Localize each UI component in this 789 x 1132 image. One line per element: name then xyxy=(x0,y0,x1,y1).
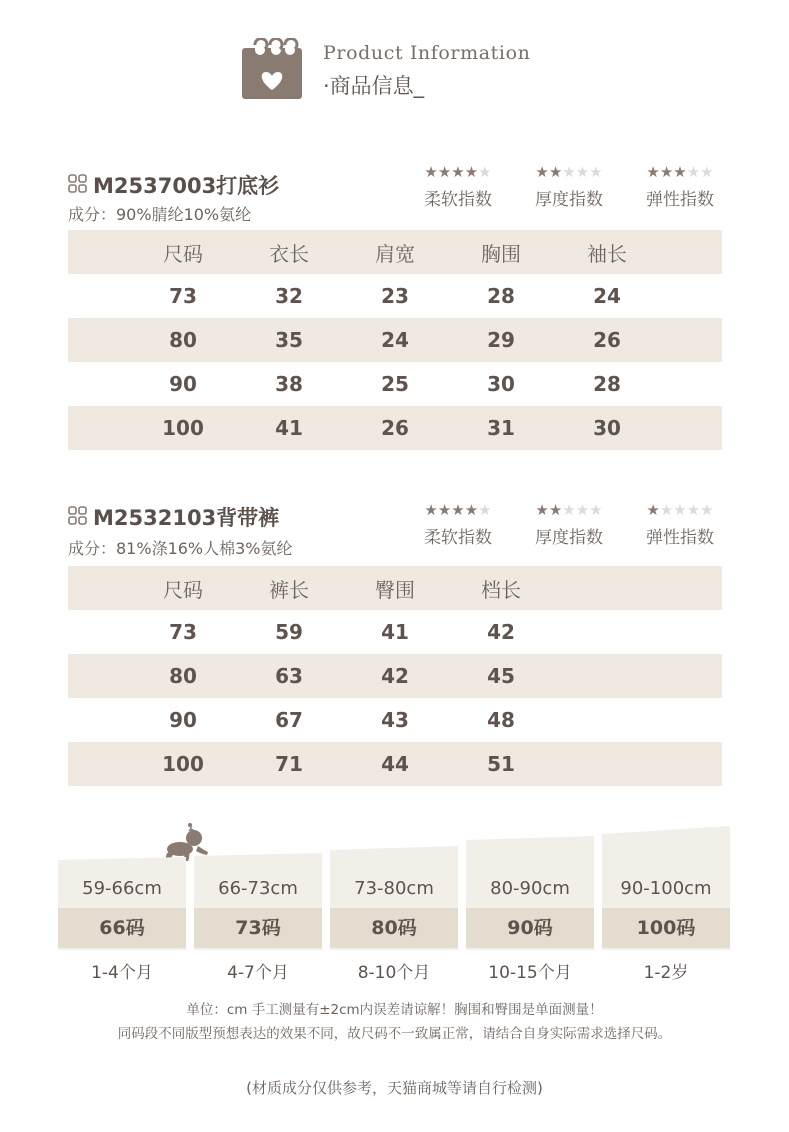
table-cell: 42 xyxy=(487,620,515,644)
table-cell: 28 xyxy=(487,284,515,308)
table-cell: 80 xyxy=(169,328,197,352)
table-cell: 26 xyxy=(381,416,409,440)
column-header: 肩宽 xyxy=(375,241,415,266)
table-row xyxy=(68,654,722,698)
table-cell: 35 xyxy=(275,328,303,352)
table-cell: 45 xyxy=(487,664,515,688)
star-filled-icon: ★ xyxy=(437,501,452,519)
star-empty-icon: ★ xyxy=(686,501,701,519)
rating-elasticity xyxy=(634,164,726,210)
star-filled-icon: ★ xyxy=(451,501,465,519)
star-empty-icon: ★ xyxy=(562,163,576,181)
table-cell: 25 xyxy=(381,372,409,396)
table-cell: 24 xyxy=(593,284,621,308)
star-filled-icon: ★ xyxy=(451,163,465,181)
table-header-row xyxy=(68,566,722,610)
table-cell: 59 xyxy=(275,620,303,644)
table-cell: 100 xyxy=(162,416,204,440)
table-header-row xyxy=(68,230,722,274)
star-filled-icon: ★ xyxy=(673,163,687,181)
band-age: 8-10个月 xyxy=(357,963,431,983)
four-squares-icon xyxy=(68,174,88,194)
band-range: 73-80cm xyxy=(354,878,434,899)
star-empty-icon: ★ xyxy=(700,501,714,519)
band-age: 1-4个月 xyxy=(91,963,153,983)
column-header: 臀围 xyxy=(375,577,415,602)
rating-label: 厚度指数 xyxy=(535,528,603,548)
band-range: 80-90cm xyxy=(490,878,570,899)
rating-thickness xyxy=(523,164,615,210)
header-title-en: Product Information xyxy=(323,42,531,64)
four-squares-icon xyxy=(68,506,88,526)
table-cell: 30 xyxy=(487,372,515,396)
band-range: 59-66cm xyxy=(82,878,162,899)
table-cell: 31 xyxy=(487,416,515,440)
band-size: 90码 xyxy=(466,908,594,948)
band-size: 66码 xyxy=(58,908,186,948)
star-filled-icon: ★ xyxy=(646,501,660,519)
column-header: 档长 xyxy=(481,577,521,602)
star-filled-icon: ★ xyxy=(424,163,438,181)
table-cell: 73 xyxy=(169,284,197,308)
star-empty-icon: ★ xyxy=(700,163,714,181)
size-band xyxy=(602,820,730,1000)
band-age: 1-2岁 xyxy=(643,963,689,983)
measurement-note: 单位：cm 手工测量有±2cm内误差请谅解！胸围和臀围是单面测量！ xyxy=(186,1002,603,1018)
table-cell: 73 xyxy=(169,620,197,644)
band-age: 10-15个月 xyxy=(488,963,572,983)
table-row xyxy=(68,610,722,654)
rating-label: 厚度指数 xyxy=(535,190,603,210)
star-empty-icon: ★ xyxy=(589,501,603,519)
rating-label: 柔软指数 xyxy=(424,190,492,210)
disclaimer: (材质成分仅供参考，天猫商城等请自行检测) xyxy=(246,1079,543,1097)
rating-label: 弹性指数 xyxy=(646,190,714,210)
band-size: 80码 xyxy=(330,908,458,948)
table-cell: 51 xyxy=(487,752,515,776)
table-row xyxy=(68,362,722,406)
table-row xyxy=(68,318,722,362)
size-table-top xyxy=(68,230,722,450)
star-filled-icon: ★ xyxy=(535,501,549,519)
table-cell: 41 xyxy=(275,416,303,440)
size-band xyxy=(466,820,594,1000)
star-filled-icon: ★ xyxy=(548,501,563,519)
table-cell: 24 xyxy=(381,328,409,352)
table-cell: 28 xyxy=(593,372,621,396)
band-range: 66-73cm xyxy=(218,878,298,899)
star-empty-icon: ★ xyxy=(589,163,603,181)
product-composition: 成分：81%涤16%人棉3%氨纶 xyxy=(68,539,293,558)
shopping-bag-heart-logo xyxy=(241,38,303,100)
table-cell: 80 xyxy=(169,664,197,688)
rating-label: 柔软指数 xyxy=(424,528,492,548)
star-filled-icon: ★ xyxy=(548,163,563,181)
star-filled-icon: ★ xyxy=(464,501,479,519)
rating-stars xyxy=(412,502,504,518)
star-filled-icon: ★ xyxy=(424,501,438,519)
column-header: 尺码 xyxy=(163,241,203,266)
table-cell: 26 xyxy=(593,328,621,352)
table-cell: 43 xyxy=(381,708,409,732)
table-cell: 100 xyxy=(162,752,204,776)
product-title: M2537003打底衫 xyxy=(93,174,280,198)
star-empty-icon: ★ xyxy=(478,163,492,181)
band-age: 4-7个月 xyxy=(227,963,289,983)
size-band xyxy=(330,820,458,1000)
star-empty-icon: ★ xyxy=(673,501,687,519)
table-row xyxy=(68,406,722,450)
column-header: 衣长 xyxy=(269,241,309,266)
rating-stars xyxy=(523,502,615,518)
band-size: 100码 xyxy=(602,908,730,948)
table-cell: 63 xyxy=(275,664,303,688)
star-filled-icon: ★ xyxy=(535,163,549,181)
rating-stars xyxy=(634,502,726,518)
rating-softness xyxy=(412,502,504,548)
star-empty-icon: ★ xyxy=(659,501,674,519)
size-table-bottom xyxy=(68,566,722,786)
star-filled-icon: ★ xyxy=(646,163,660,181)
rating-stars xyxy=(634,164,726,180)
header-title-cn: ·商品信息_ xyxy=(323,74,425,98)
table-cell: 71 xyxy=(275,752,303,776)
table-cell: 23 xyxy=(381,284,409,308)
table-cell: 90 xyxy=(169,708,197,732)
table-cell: 48 xyxy=(487,708,515,732)
table-cell: 32 xyxy=(275,284,303,308)
table-cell: 90 xyxy=(169,372,197,396)
product-title: M2532103背带裤 xyxy=(93,506,280,530)
column-header: 裤长 xyxy=(269,577,309,602)
rating-thickness xyxy=(523,502,615,548)
star-empty-icon: ★ xyxy=(562,501,576,519)
rating-stars xyxy=(523,164,615,180)
rating-stars xyxy=(412,164,504,180)
star-empty-icon: ★ xyxy=(575,501,590,519)
table-row xyxy=(68,698,722,742)
table-cell: 38 xyxy=(275,372,303,396)
size-note: 同码段不同版型预想表达的效果不同，故尺码不一致属正常，请结合自身实际需求选择尺码。 xyxy=(117,1026,672,1042)
column-header: 尺码 xyxy=(163,577,203,602)
product-composition: 成分：90%腈纶10%氨纶 xyxy=(68,205,252,224)
table-cell: 29 xyxy=(487,328,515,352)
table-row xyxy=(68,742,722,786)
column-header: 胸围 xyxy=(481,241,521,266)
star-filled-icon: ★ xyxy=(437,163,452,181)
table-cell: 41 xyxy=(381,620,409,644)
rating-elasticity xyxy=(634,502,726,548)
band-size: 73码 xyxy=(194,908,322,948)
table-row xyxy=(68,274,722,318)
column-header: 袖长 xyxy=(587,241,627,266)
star-empty-icon: ★ xyxy=(478,501,492,519)
size-band xyxy=(58,820,186,1000)
rating-label: 弹性指数 xyxy=(646,528,714,548)
rating-softness xyxy=(412,164,504,210)
star-filled-icon: ★ xyxy=(464,163,479,181)
star-filled-icon: ★ xyxy=(659,163,674,181)
table-cell: 67 xyxy=(275,708,303,732)
table-cell: 44 xyxy=(381,752,409,776)
star-empty-icon: ★ xyxy=(575,163,590,181)
band-range: 90-100cm xyxy=(620,878,712,899)
table-cell: 30 xyxy=(593,416,621,440)
star-empty-icon: ★ xyxy=(686,163,701,181)
size-band xyxy=(194,820,322,1000)
table-cell: 42 xyxy=(381,664,409,688)
